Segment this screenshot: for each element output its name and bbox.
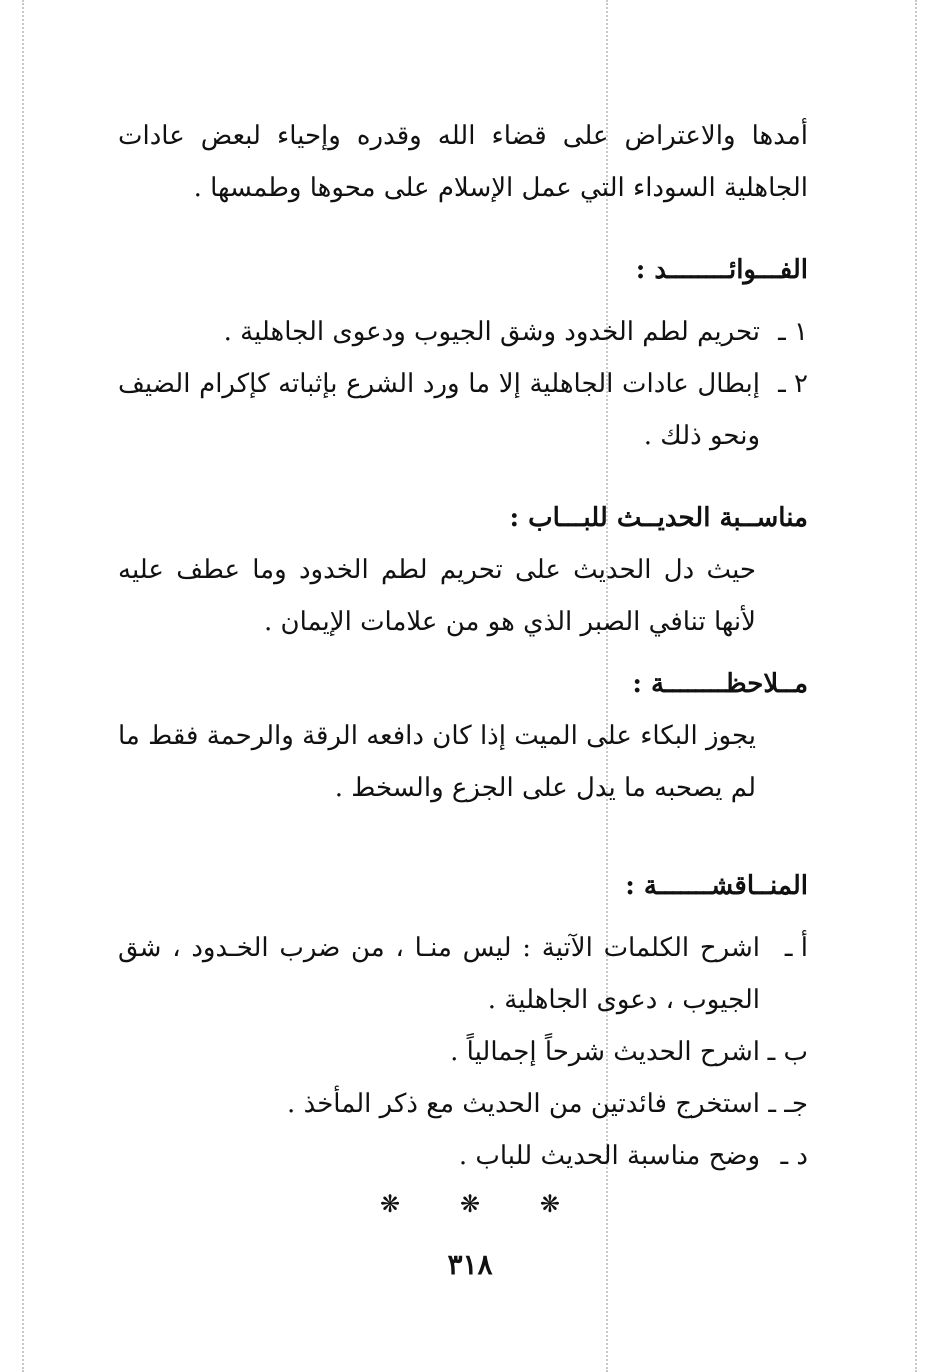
star-icon: ❋	[380, 1190, 401, 1218]
discussion-item	[118, 1130, 808, 1182]
discussion-item	[118, 1026, 808, 1078]
section-separator	[380, 1190, 560, 1218]
item-text: اشرح الكلمات الآتية : ليس منـا ، من ضرب الخـدود ، شق الجيوب ، دعوى الجاهلية .	[118, 933, 760, 1015]
item-text: إبطال عادات الجاهلية إلا ما ورد الشرع بإثباته كإكرام الضيف ونحو ذلك .	[118, 369, 760, 451]
item-text: استخرج فائدتين من الحديث مع ذكر المأخذ .	[287, 1089, 760, 1119]
scan-dotted-line	[22, 0, 24, 1372]
benefit-item	[118, 306, 808, 358]
scan-dotted-line	[915, 0, 917, 1372]
relevance-paragraph: حيث دل الحديث على تحريم لطم الخدود وما عطف عليه لأنها تنافي الصبر الذي هو من علامات الإيمان .	[118, 555, 756, 637]
relevance-heading: مناســبة الحديــث للبـــاب :	[509, 503, 808, 533]
page-number: ٣١٨	[447, 1248, 493, 1281]
intro-paragraph: أمدها والاعتراض على قضاء الله وقدره وإحياء لبعض عادات الجاهلية السوداء التي عمل الإسلام على محوها وطمسها .	[118, 121, 808, 203]
item-number: ١ ـ	[778, 317, 808, 347]
note-paragraph: يجوز البكاء على الميت إذا كان دافعه الرقة والرحمة فقط ما لم يصحبه ما يدل على الجزع والسخط .	[118, 721, 756, 803]
discussion-item	[118, 922, 808, 1026]
benefits-heading: الفـــوائــــــــد :	[635, 255, 808, 285]
item-text: تحريم لطم الخدود وشق الجيوب ودعوى الجاهلية .	[223, 317, 760, 347]
item-number: ٢ ـ	[778, 369, 808, 399]
discussion-item	[118, 1078, 808, 1130]
item-number: أ ـ	[784, 933, 808, 963]
item-text: اشرح الحديث شرحاً إجمالياً .	[450, 1037, 760, 1067]
item-number: ب ـ	[767, 1037, 808, 1067]
star-icon: ❋	[539, 1190, 560, 1218]
item-number: جـ ـ	[768, 1089, 808, 1119]
star-icon: ❋	[459, 1190, 481, 1218]
item-text: وضح مناسبة الحديث للباب .	[458, 1141, 760, 1171]
page-body	[118, 110, 808, 1182]
note-heading: مــلاحظــــــــة :	[632, 669, 808, 699]
benefit-item	[118, 358, 808, 462]
discussion-heading: المنــاقشـــــــة :	[625, 871, 808, 901]
item-number: د ـ	[780, 1141, 808, 1171]
